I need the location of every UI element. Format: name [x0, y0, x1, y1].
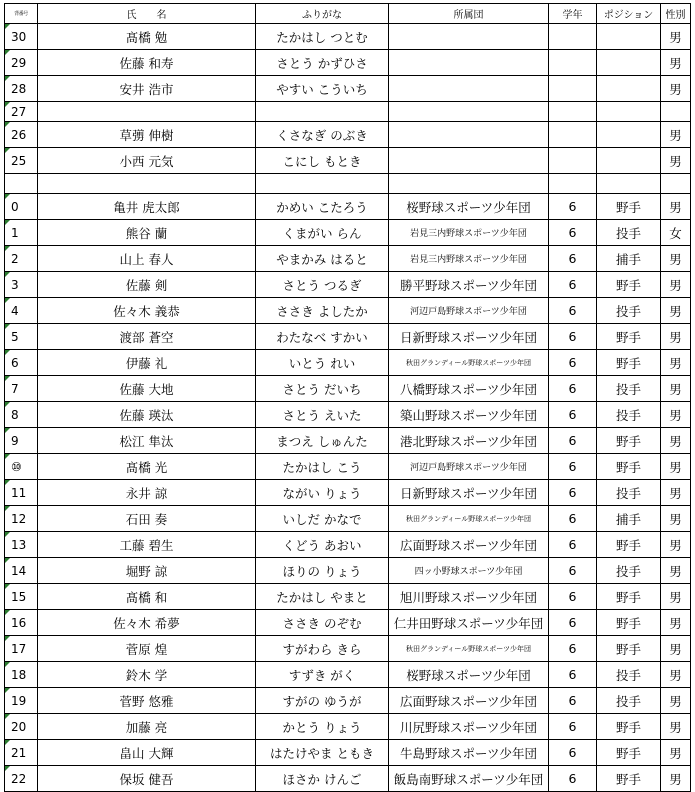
table-row: [5, 298, 691, 324]
cell-grade[interactable]: 6: [549, 636, 597, 662]
cell-kana[interactable]: [256, 102, 389, 122]
cell-kana[interactable]: くさなぎ のぶき: [256, 122, 389, 148]
cell-team[interactable]: 広面野球スポーツ少年団: [389, 532, 549, 558]
cell-gender[interactable]: 男: [661, 376, 691, 402]
cell-grade[interactable]: 6: [549, 766, 597, 792]
cell-gender[interactable]: 男: [661, 50, 691, 76]
cell-team[interactable]: 秋田グランディール野球スポーツ少年団: [389, 636, 549, 662]
cell-position[interactable]: 捕手: [597, 246, 661, 272]
cell-team[interactable]: 港北野球スポーツ少年団: [389, 428, 549, 454]
table-row: [5, 350, 691, 376]
cell-grade[interactable]: 6: [549, 610, 597, 636]
cell-grade[interactable]: 6: [549, 688, 597, 714]
header-gender[interactable]: 性別: [661, 4, 691, 24]
cell-grade[interactable]: 6: [549, 740, 597, 766]
cell-grade[interactable]: 6: [549, 714, 597, 740]
cell-kana[interactable]: こにし もとき: [256, 148, 389, 174]
cell-number[interactable]: 5: [5, 324, 38, 350]
cell-number[interactable]: 2: [5, 246, 38, 272]
cell-name[interactable]: 小西 元気: [38, 148, 256, 174]
cell-name[interactable]: 永井 諒: [38, 480, 256, 506]
cell-position[interactable]: 投手: [597, 662, 661, 688]
cell-grade[interactable]: 6: [549, 532, 597, 558]
cell-name[interactable]: 畠山 大輝: [38, 740, 256, 766]
cell-position[interactable]: 投手: [597, 558, 661, 584]
cell-team[interactable]: 岩見三内野球スポーツ少年団: [389, 220, 549, 246]
roster-body: [5, 24, 691, 792]
cell-team[interactable]: [389, 24, 549, 50]
cell-name[interactable]: 山上 春人: [38, 246, 256, 272]
cell-position[interactable]: 投手: [597, 402, 661, 428]
table-row: [5, 76, 691, 102]
cell-gender[interactable]: 男: [661, 506, 691, 532]
cell-gender[interactable]: 男: [661, 740, 691, 766]
table-row: [5, 102, 691, 122]
cell-kana[interactable]: かめい こたろう: [256, 194, 389, 220]
cell-gender[interactable]: 男: [661, 766, 691, 792]
cell-name[interactable]: 工藤 碧生: [38, 532, 256, 558]
table-row: [5, 220, 691, 246]
header-grade[interactable]: 学年: [549, 4, 597, 24]
cell-gender[interactable]: 男: [661, 324, 691, 350]
cell-position[interactable]: [597, 122, 661, 148]
cell-name[interactable]: 石田 奏: [38, 506, 256, 532]
table-row: [5, 428, 691, 454]
table-row: [5, 584, 691, 610]
cell-number[interactable]: 28: [5, 76, 38, 102]
table-row: [5, 174, 691, 194]
cell-position[interactable]: 野手: [597, 714, 661, 740]
cell-number[interactable]: 4: [5, 298, 38, 324]
cell-gender[interactable]: 男: [661, 584, 691, 610]
cell-team[interactable]: 日新野球スポーツ少年団: [389, 480, 549, 506]
cell-team[interactable]: 秋田グランディール野球スポーツ少年団: [389, 350, 549, 376]
cell-team[interactable]: 岩見三内野球スポーツ少年団: [389, 246, 549, 272]
cell-name[interactable]: 安井 浩市: [38, 76, 256, 102]
cell-name[interactable]: 髙橋 和: [38, 584, 256, 610]
cell-team[interactable]: [389, 148, 549, 174]
cell-team[interactable]: 築山野球スポーツ少年団: [389, 402, 549, 428]
cell-grade[interactable]: [549, 174, 597, 194]
table-row: [5, 558, 691, 584]
cell-grade[interactable]: [549, 148, 597, 174]
cell-grade[interactable]: [549, 24, 597, 50]
cell-grade[interactable]: 6: [549, 194, 597, 220]
cell-gender[interactable]: 男: [661, 532, 691, 558]
table-row: [5, 50, 691, 76]
cell-name[interactable]: 佐藤 瑛汰: [38, 402, 256, 428]
cell-number[interactable]: 21: [5, 740, 38, 766]
cell-position[interactable]: 野手: [597, 584, 661, 610]
cell-position[interactable]: 野手: [597, 532, 661, 558]
table-row: [5, 148, 691, 174]
cell-number[interactable]: 9: [5, 428, 38, 454]
cell-team[interactable]: 牛島野球スポーツ少年団: [389, 740, 549, 766]
cell-grade[interactable]: [549, 102, 597, 122]
cell-position[interactable]: [597, 174, 661, 194]
cell-kana[interactable]: ながい りょう: [256, 480, 389, 506]
header-row: [5, 4, 691, 24]
cell-kana[interactable]: さとう かずひさ: [256, 50, 389, 76]
cell-gender[interactable]: 男: [661, 402, 691, 428]
cell-name[interactable]: 渡部 蒼空: [38, 324, 256, 350]
cell-kana[interactable]: さとう だいち: [256, 376, 389, 402]
cell-name[interactable]: 伊藤 礼: [38, 350, 256, 376]
cell-gender[interactable]: [661, 174, 691, 194]
cell-team[interactable]: 旭川野球スポーツ少年団: [389, 584, 549, 610]
cell-grade[interactable]: 6: [549, 480, 597, 506]
table-row: [5, 272, 691, 298]
cell-name[interactable]: 草彅 伸樹: [38, 122, 256, 148]
cell-team[interactable]: 桜野球スポーツ少年団: [389, 662, 549, 688]
cell-kana[interactable]: すがわら きら: [256, 636, 389, 662]
cell-gender[interactable]: 男: [661, 350, 691, 376]
cell-name[interactable]: 亀井 虎太郎: [38, 194, 256, 220]
cell-number[interactable]: 6: [5, 350, 38, 376]
cell-kana[interactable]: やすい こういち: [256, 76, 389, 102]
cell-team[interactable]: 桜野球スポーツ少年団: [389, 194, 549, 220]
cell-kana[interactable]: くどう あおい: [256, 532, 389, 558]
cell-position[interactable]: 投手: [597, 480, 661, 506]
roster-table: [4, 3, 691, 792]
cell-gender[interactable]: 男: [661, 636, 691, 662]
cell-number[interactable]: 16: [5, 610, 38, 636]
cell-kana[interactable]: すがの ゆうが: [256, 688, 389, 714]
cell-gender[interactable]: 男: [661, 662, 691, 688]
cell-number[interactable]: 11: [5, 480, 38, 506]
cell-number[interactable]: ⑩: [5, 454, 38, 480]
cell-kana[interactable]: [256, 174, 389, 194]
cell-kana[interactable]: ささき のぞむ: [256, 610, 389, 636]
cell-kana[interactable]: たかはし やまと: [256, 584, 389, 610]
cell-grade[interactable]: [549, 122, 597, 148]
cell-team[interactable]: [389, 102, 549, 122]
table-row: [5, 376, 691, 402]
cell-number[interactable]: 13: [5, 532, 38, 558]
cell-number[interactable]: 12: [5, 506, 38, 532]
cell-gender[interactable]: 女: [661, 220, 691, 246]
cell-name[interactable]: 松江 隼汰: [38, 428, 256, 454]
cell-number[interactable]: 15: [5, 584, 38, 610]
cell-kana[interactable]: いしだ かなで: [256, 506, 389, 532]
cell-number[interactable]: 30: [5, 24, 38, 50]
cell-position[interactable]: 投手: [597, 376, 661, 402]
table-row: [5, 714, 691, 740]
cell-team[interactable]: [389, 76, 549, 102]
cell-team[interactable]: 勝平野球スポーツ少年団: [389, 272, 549, 298]
cell-number[interactable]: 26: [5, 122, 38, 148]
cell-gender[interactable]: 男: [661, 480, 691, 506]
cell-name[interactable]: [38, 174, 256, 194]
cell-name[interactable]: 佐藤 和寿: [38, 50, 256, 76]
cell-kana[interactable]: くまがい らん: [256, 220, 389, 246]
header-name[interactable]: 氏 名: [38, 4, 256, 24]
cell-name[interactable]: 佐々木 義恭: [38, 298, 256, 324]
cell-team[interactable]: [389, 174, 549, 194]
cell-kana[interactable]: さとう つるぎ: [256, 272, 389, 298]
cell-kana[interactable]: いとう れい: [256, 350, 389, 376]
cell-number[interactable]: [5, 174, 38, 194]
cell-grade[interactable]: 6: [549, 246, 597, 272]
cell-kana[interactable]: わたなべ すかい: [256, 324, 389, 350]
header-kana[interactable]: ふりがな: [256, 4, 389, 24]
cell-grade[interactable]: 6: [549, 350, 597, 376]
cell-grade[interactable]: [549, 50, 597, 76]
cell-kana[interactable]: ほりの りょう: [256, 558, 389, 584]
cell-name[interactable]: 堀野 諒: [38, 558, 256, 584]
table-row: [5, 506, 691, 532]
cell-position[interactable]: 野手: [597, 610, 661, 636]
cell-team[interactable]: 日新野球スポーツ少年団: [389, 324, 549, 350]
cell-grade[interactable]: 6: [549, 298, 597, 324]
cell-name[interactable]: 保坂 健吾: [38, 766, 256, 792]
cell-number[interactable]: 17: [5, 636, 38, 662]
cell-kana[interactable]: まつえ しゅんた: [256, 428, 389, 454]
table-row: [5, 688, 691, 714]
cell-gender[interactable]: 男: [661, 558, 691, 584]
cell-position[interactable]: [597, 50, 661, 76]
cell-team[interactable]: 川尻野球スポーツ少年団: [389, 714, 549, 740]
cell-name[interactable]: 髙橋 光: [38, 454, 256, 480]
table-row: [5, 532, 691, 558]
cell-grade[interactable]: 6: [549, 454, 597, 480]
cell-team[interactable]: 河辺戸島野球スポーツ少年団: [389, 298, 549, 324]
cell-number[interactable]: 27: [5, 102, 38, 122]
cell-gender[interactable]: [661, 102, 691, 122]
cell-position[interactable]: 野手: [597, 740, 661, 766]
cell-team[interactable]: 広面野球スポーツ少年団: [389, 688, 549, 714]
cell-name[interactable]: 髙橋 勉: [38, 24, 256, 50]
cell-kana[interactable]: ほさか けんご: [256, 766, 389, 792]
cell-kana[interactable]: かとう りょう: [256, 714, 389, 740]
cell-gender[interactable]: 男: [661, 24, 691, 50]
table-row: [5, 194, 691, 220]
cell-team[interactable]: 秋田グランディール野球スポーツ少年団: [389, 506, 549, 532]
cell-position[interactable]: 野手: [597, 324, 661, 350]
cell-position[interactable]: 野手: [597, 428, 661, 454]
cell-gender[interactable]: 男: [661, 298, 691, 324]
cell-grade[interactable]: 6: [549, 402, 597, 428]
cell-name[interactable]: 鈴木 学: [38, 662, 256, 688]
cell-position[interactable]: 投手: [597, 220, 661, 246]
cell-name[interactable]: 佐藤 大地: [38, 376, 256, 402]
table-row: [5, 740, 691, 766]
cell-gender[interactable]: 男: [661, 76, 691, 102]
cell-name[interactable]: [38, 102, 256, 122]
table-row: [5, 662, 691, 688]
cell-gender[interactable]: 男: [661, 148, 691, 174]
cell-name[interactable]: 佐藤 剣: [38, 272, 256, 298]
table-row: [5, 766, 691, 792]
cell-team[interactable]: [389, 122, 549, 148]
table-row: [5, 480, 691, 506]
cell-kana[interactable]: すずき がく: [256, 662, 389, 688]
cell-kana[interactable]: やまかみ はると: [256, 246, 389, 272]
cell-name[interactable]: 熊谷 蘭: [38, 220, 256, 246]
cell-number[interactable]: 0: [5, 194, 38, 220]
cell-number[interactable]: 22: [5, 766, 38, 792]
cell-number[interactable]: 25: [5, 148, 38, 174]
cell-name[interactable]: 加藤 亮: [38, 714, 256, 740]
cell-grade[interactable]: 6: [549, 220, 597, 246]
header-number[interactable]: 背番号: [5, 4, 38, 24]
cell-position[interactable]: 投手: [597, 298, 661, 324]
table-row: [5, 610, 691, 636]
header-position[interactable]: ポジション: [597, 4, 661, 24]
cell-position[interactable]: [597, 76, 661, 102]
cell-number[interactable]: 20: [5, 714, 38, 740]
cell-gender[interactable]: 男: [661, 194, 691, 220]
cell-number[interactable]: 14: [5, 558, 38, 584]
cell-position[interactable]: 野手: [597, 766, 661, 792]
table-row: [5, 454, 691, 480]
cell-gender[interactable]: 男: [661, 272, 691, 298]
cell-team[interactable]: 八橋野球スポーツ少年団: [389, 376, 549, 402]
cell-number[interactable]: 8: [5, 402, 38, 428]
cell-position[interactable]: [597, 148, 661, 174]
cell-kana[interactable]: たかはし こう: [256, 454, 389, 480]
cell-gender[interactable]: 男: [661, 428, 691, 454]
cell-number[interactable]: 7: [5, 376, 38, 402]
cell-grade[interactable]: 6: [549, 272, 597, 298]
cell-position[interactable]: 野手: [597, 194, 661, 220]
cell-kana[interactable]: はたけやま ともき: [256, 740, 389, 766]
cell-position[interactable]: [597, 102, 661, 122]
cell-number[interactable]: 3: [5, 272, 38, 298]
cell-gender[interactable]: 男: [661, 610, 691, 636]
cell-number[interactable]: 18: [5, 662, 38, 688]
cell-position[interactable]: 野手: [597, 454, 661, 480]
cell-number[interactable]: 1: [5, 220, 38, 246]
table-row: [5, 636, 691, 662]
table-row: [5, 402, 691, 428]
cell-name[interactable]: 佐々木 希夢: [38, 610, 256, 636]
cell-gender[interactable]: 男: [661, 122, 691, 148]
cell-grade[interactable]: 6: [549, 558, 597, 584]
cell-position[interactable]: 捕手: [597, 506, 661, 532]
cell-name[interactable]: 菅野 悠雅: [38, 688, 256, 714]
cell-grade[interactable]: 6: [549, 662, 597, 688]
cell-team[interactable]: [389, 50, 549, 76]
table-row: [5, 122, 691, 148]
header-team[interactable]: 所属団: [389, 4, 549, 24]
cell-number[interactable]: 19: [5, 688, 38, 714]
cell-gender[interactable]: 男: [661, 714, 691, 740]
cell-grade[interactable]: 6: [549, 324, 597, 350]
cell-position[interactable]: 野手: [597, 636, 661, 662]
cell-team[interactable]: 四ッ小野球スポーツ少年団: [389, 558, 549, 584]
cell-kana[interactable]: さとう えいた: [256, 402, 389, 428]
table-row: [5, 324, 691, 350]
cell-position[interactable]: 野手: [597, 350, 661, 376]
cell-grade[interactable]: 6: [549, 376, 597, 402]
cell-team[interactable]: 河辺戸島野球スポーツ少年団: [389, 454, 549, 480]
cell-kana[interactable]: ささき よしたか: [256, 298, 389, 324]
cell-position[interactable]: [597, 24, 661, 50]
cell-position[interactable]: 野手: [597, 272, 661, 298]
cell-grade[interactable]: 6: [549, 584, 597, 610]
cell-gender[interactable]: 男: [661, 246, 691, 272]
cell-grade[interactable]: [549, 76, 597, 102]
cell-kana[interactable]: たかはし つとむ: [256, 24, 389, 50]
cell-team[interactable]: 仁井田野球スポーツ少年団: [389, 610, 549, 636]
table-row: [5, 24, 691, 50]
cell-gender[interactable]: 男: [661, 454, 691, 480]
cell-number[interactable]: 29: [5, 50, 38, 76]
cell-grade[interactable]: 6: [549, 506, 597, 532]
cell-grade[interactable]: 6: [549, 428, 597, 454]
cell-gender[interactable]: 男: [661, 688, 691, 714]
cell-position[interactable]: 投手: [597, 688, 661, 714]
cell-name[interactable]: 菅原 煌: [38, 636, 256, 662]
table-row: [5, 246, 691, 272]
cell-team[interactable]: 飯島南野球スポーツ少年団: [389, 766, 549, 792]
